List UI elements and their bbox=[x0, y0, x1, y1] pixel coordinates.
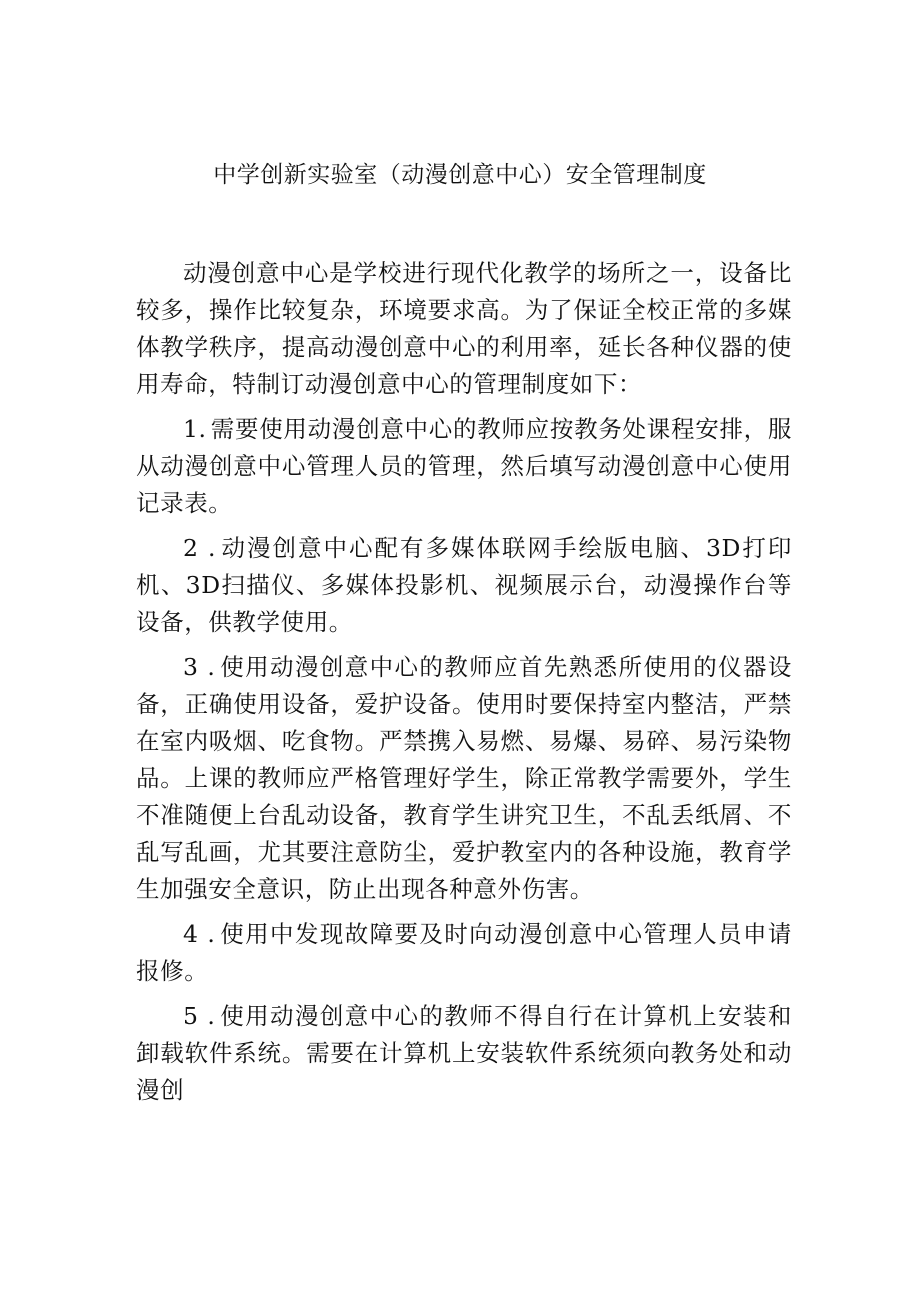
rule-number: 2 . bbox=[183, 534, 217, 562]
rule-paragraph-3 bbox=[136, 649, 792, 908]
paragraph-text: 动漫创意中心是学校进行现代化教学的场所之一，设备比较多，操作比较复杂，环境要求高。为了保证全校正常的多媒体教学秩序，提高动漫创意中心的利用率，延长各种仪器的使用寿命，特制订动漫创意中心的管理制度如下： bbox=[136, 259, 792, 398]
paragraph-text: 需要使用动漫创意中心的教师应按教务处课程安排，服从动漫创意中心管理人员的管理，然后填写动漫创意中心使用记录表。 bbox=[136, 415, 792, 517]
rule-paragraph-1 bbox=[136, 411, 792, 522]
paragraph-text: 动漫创意中心配有多媒体联网手绘版电脑、3D打印机、3D扫描仪、多媒体投影机、视频展示台，动漫操作台等设备，供教学使用。 bbox=[136, 534, 792, 636]
document-body bbox=[136, 255, 792, 1117]
rule-number: 3 . bbox=[183, 653, 216, 681]
intro-paragraph bbox=[136, 255, 792, 403]
paragraph-text: 使用中发现故障要及时向动漫创意中心管理人员申请报修。 bbox=[136, 920, 792, 985]
rule-number: 1. bbox=[183, 415, 207, 443]
document-title: 中学创新实验室（动漫创意中心）安全管理制度 bbox=[213, 162, 707, 188]
paragraph-text: 使用动漫创意中心的教师应首先熟悉所使用的仪器设备，正确使用设备，爱护设备。使用时要保持室内整洁，严禁在室内吸烟、吃食物。严禁携入易燃、易爆、易碎、易污染物品。上课的教师应严格管理好学生，除正常教学需要外，学生不准随便上台乱动设备，教育学生讲究卫生，不乱丢纸屑、不乱写乱画，尤其要注意防尘，爱护教室内的各种设施，教育学生加强安全意识，防止出现各种意外伤害。 bbox=[136, 653, 792, 903]
rule-paragraph-2 bbox=[136, 530, 792, 641]
paragraph-text: 使用动漫创意中心的教师不得自行在计算机上安装和卸载软件系统。需要在计算机上安装软件系统须向教务处和动漫创 bbox=[136, 1002, 792, 1104]
rule-paragraph-4 bbox=[136, 916, 792, 990]
rule-number: 5 . bbox=[183, 1002, 216, 1030]
rule-paragraph-5 bbox=[136, 998, 792, 1109]
rule-number: 4 . bbox=[183, 920, 216, 948]
